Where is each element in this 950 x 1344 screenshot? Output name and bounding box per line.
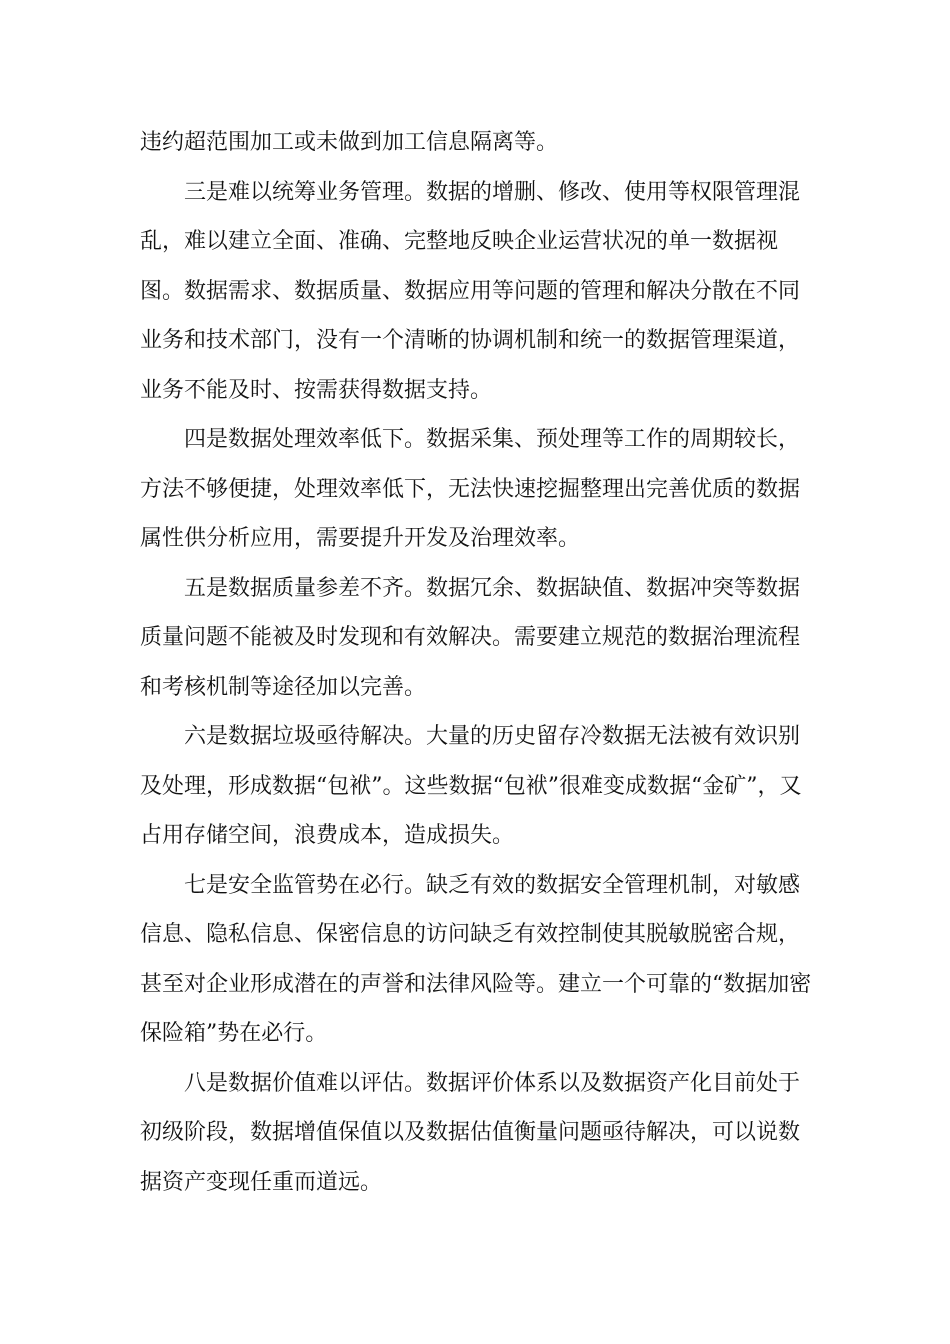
document-body bbox=[140, 118, 820, 1207]
paragraph-data-garbage: 六是数据垃圾亟待解决。大量的历史留存冷数据无法被有效识别及处理，形成数据“包袱”。这些数据“包袱”很难变成数据“金矿”，又占用存储空间，浪费成本，造成损失。 bbox=[140, 724, 802, 848]
paragraph-security-supervision: 七是安全监管势在必行。缺乏有效的数据安全管理机制，对敏感信息、隐私信息、保密信息的访问缺乏有效控制使其脱敏脱密合规，甚至对企业形成潜在的声誉和法律风险等。建立一个可靠的“数据加密保险箱”势在必行。 bbox=[140, 872, 812, 1046]
paragraph-processing-efficiency: 四是数据处理效率低下。数据采集、预处理等工作的周期较长，方法不够便捷，处理效率低下，无法快速挖掘整理出完善优质的数据属性供分析应用，需要提升开发及治理效率。 bbox=[140, 427, 801, 551]
paragraph-data-value: 八是数据价值难以评估。数据评价体系以及数据资产化目前处于初级阶段，数据增值保值以及数据估值衡量问题亟待解决，可以说数据资产变现任重而道远。 bbox=[140, 1070, 801, 1195]
paragraph-continuation: 违约超范围加工或未做到加工信息隔离等。 bbox=[140, 130, 559, 155]
paragraph-business-management: 三是难以统筹业务管理。数据的增删、修改、使用等权限管理混乱，难以建立全面、准确、完整地反映企业运营状况的单一数据视图。数据需求、数据质量、数据应用等问题的管理和解决分散在不同业务和技术部门，没有一个清晰的协调机制和统一的数据管理渠道，业务不能及时、按需获得数据支持。 bbox=[140, 179, 801, 403]
paragraph-data-quality: 五是数据质量参差不齐。数据冗余、数据缺值、数据冲突等数据质量问题不能被及时发现和有效解决。需要建立规范的数据治理流程和考核机制等途径加以完善。 bbox=[140, 575, 801, 700]
